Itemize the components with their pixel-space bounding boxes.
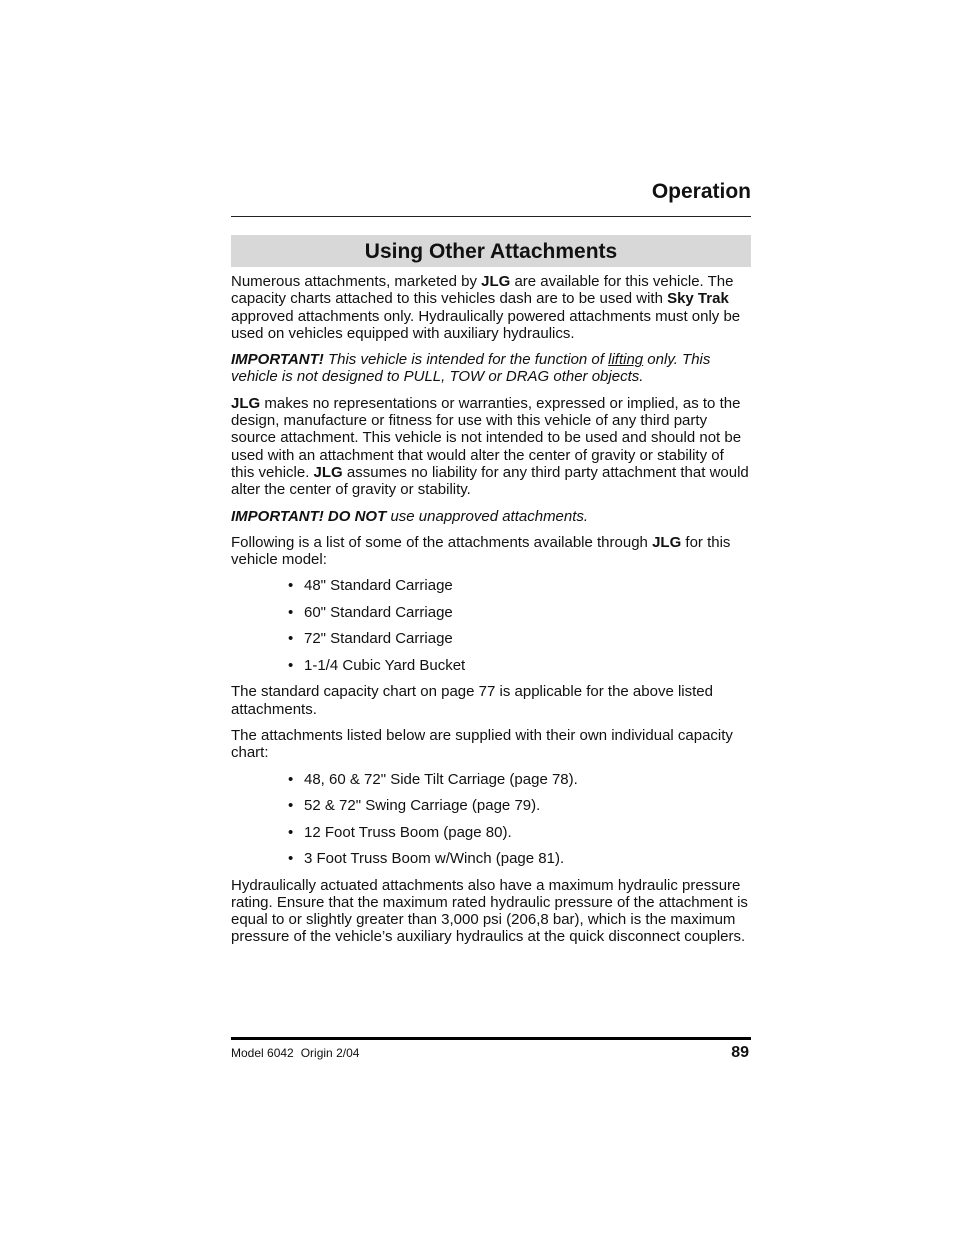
section-heading: Operation (651, 180, 751, 203)
bullet-icon: • (288, 630, 294, 648)
important-label: IMPORTANT! DO NOT (231, 507, 387, 525)
list-item: • 72" Standard Carriage (288, 630, 453, 648)
page-title: Using Other Attachments (231, 235, 751, 267)
brand-jlg: JLG (652, 533, 682, 551)
bullet-icon: • (288, 770, 294, 788)
footer-info (231, 1046, 366, 1060)
bullet-icon: • (288, 823, 294, 841)
list-item: • 12 Foot Truss Boom (page 80). (288, 823, 512, 841)
important-label: IMPORTANT! (231, 351, 324, 369)
bullet-icon: • (288, 850, 294, 868)
liability-paragraph: JLG makes no representations or warranties, expressed or implied, as to the design, manufacture or fitness for use with this vehicle of any third party source attachment. This vehicle is not intended to be used and should not be used with an attachment that would alter the center of gravity or stability of this vehicle. JLG assumes no liability for any third party attachment that would alter the center of gravity or stability. (231, 394, 749, 499)
bullet-icon: • (288, 577, 294, 595)
important-note-unapproved: IMPORTANT! DO NOT use unapproved attachments. (231, 507, 589, 525)
list-item: • 52 & 72" Swing Carriage (page 79). (288, 797, 541, 815)
footer-rule (231, 1037, 751, 1040)
page-number: 89 (731, 1044, 749, 1061)
bullet-icon: • (288, 603, 294, 621)
bullet-icon: • (288, 656, 294, 674)
brand-jlg: JLG (313, 463, 343, 481)
list-item: • 1-1/4 Cubic Yard Bucket (288, 656, 466, 674)
brand-jlg: JLG (481, 273, 511, 290)
list-item: • 3 Foot Truss Boom w/Winch (page 81). (288, 850, 565, 868)
bullet-icon: • (288, 797, 294, 815)
capacity-chart-paragraph: The standard capacity chart on page 77 is applicable for the above listed attachments. (231, 683, 713, 718)
footer-origin: Origin 2/04 (300, 1046, 360, 1060)
hydraulic-pressure-paragraph: Hydraulically actuated attachments also have a maximum hydraulic pressure rating. Ensure that the maximum rated hydraulic pressure of the attachment is equal to or slightly greater than 3,000 psi (206,8 bar), which is the maximum pressure of the vehicle’s auxiliary hydraulics at the quick disconnect couplers. (231, 876, 748, 946)
list-item: • 48" Standard Carriage (288, 577, 453, 595)
special-attachments-list (231, 771, 751, 868)
own-chart-paragraph: The attachments listed below are supplied with their own individual capacity chart: (231, 726, 733, 762)
brand-jlg: JLG (231, 394, 261, 412)
standard-attachments-list (231, 577, 751, 674)
important-note-lifting: IMPORTANT! This vehicle is intended for the function of lifting only. This vehicle is not designed to PULL, TOW or DRAG other objects. (231, 351, 711, 386)
list-item: • 60" Standard Carriage (288, 603, 453, 621)
header-rule (231, 216, 751, 217)
list-intro-paragraph: Following is a list of some of the attachments available through JLG for this vehicle model: (231, 533, 731, 569)
footer-model: Model 6042 (231, 1046, 294, 1060)
brand-sky-trak: Sky Trak (667, 290, 729, 308)
list-item: • 48, 60 & 72" Side Tilt Carriage (page 78). (288, 770, 578, 788)
intro-paragraph: Numerous attachments, marketed by JLG are available for this vehicle. The capacity charts attached to this vehicles dash are to be used with Sky Trak approved attachments only. Hydraulically powered attachments must only be used on vehicles equipped with auxiliary hydraulics. (231, 273, 741, 342)
main-content (231, 273, 751, 955)
